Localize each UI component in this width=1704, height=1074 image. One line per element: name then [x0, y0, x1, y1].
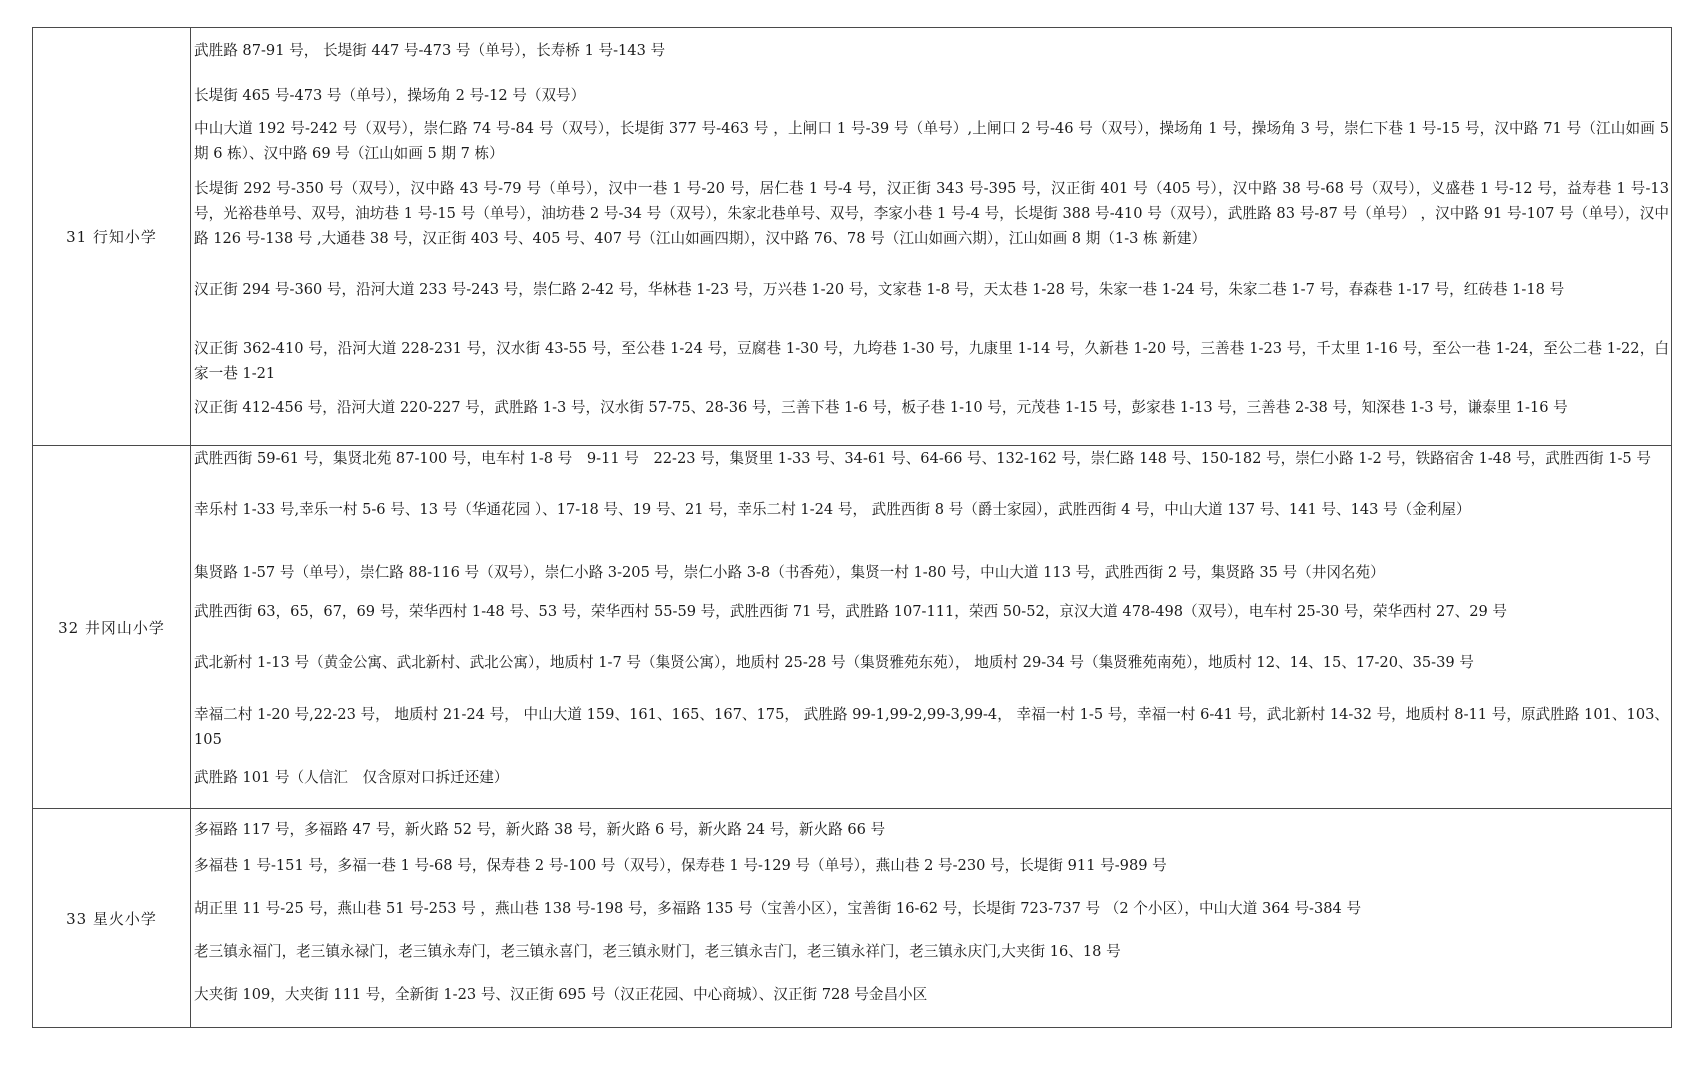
list-item: 汉正街 294 号-360 号，沿河大道 233 号-243 号，崇仁路 2-42 号，华林巷 1-23 号，万兴巷 1-20 号，文家巷 1-8 号，天太巷 1-28 号，朱家一巷 1-24 号，朱家二巷 1-7 号，春森巷 1-17 号，红砖巷 1-18 号 [194, 281, 1565, 298]
table-row [33, 809, 1672, 1028]
school-zone-table [32, 27, 1672, 1028]
address-list [191, 809, 1672, 1028]
list-item: 武胜西街 63，65，67，69 号，荣华西村 1-48 号、53 号，荣华西村 55-59 号，武胜西街 71 号，武胜路 107-111，荣西 50-52，京汉大道 478-498（双号），电车村 25-30 号，荣华西村 27、29 号 [194, 603, 1508, 620]
list-item: 多福巷 1 号-151 号，多福一巷 1 号-68 号，保寿巷 2 号-100 号（双号），保寿巷 1 号-129 号（单号），燕山巷 2 号-230 号，长堤街 911 号-989 号 [194, 857, 1167, 874]
list-item: 武胜西街 59-61 号，集贤北苑 87-100 号，电车村 1-8 号 9-11 号 22-23 号，集贤里 1-33 号、34-61 号、64-66 号、132-162 号，崇仁路 148 号、150-182 号，崇仁小路 1-2 号，铁路宿舍 1-48 号，武胜西街 1-5 号 [194, 450, 1651, 467]
address-list [191, 28, 1672, 446]
school-name-cell: 33 星火小学 [33, 809, 191, 1028]
list-item: 长堤街 292 号-350 号（双号），汉中路 43 号-79 号（单号），汉中一巷 1 号-20 号，居仁巷 1 号-4 号，汉正街 343 号-395 号，汉正街 401 号（405 号），汉中路 38 号-68 号（双号），义盛巷 1 号-12 号，益寿巷 1 号-13 号，光裕巷单号、双号，油坊巷 1 号-15 号（单号），油坊巷 2 号-34 号（双号），朱家北巷单号、双号，李家小巷 1 号-4 号，长堤街 388 号-410 号（双号），武胜路 83 号-87 号（单号） ，汉中路 91 号-107 号（单号），汉中路 126 号-138 号 ,大通巷 38 号，汉正街 403 号、405 号、407 号（江山如画四期），汉中路 76、78 号（江山如画六期），江山如画 8 期（1-3 栋 新建） [194, 180, 1669, 247]
list-item: 汉正街 412-456 号，沿河大道 220-227 号，武胜路 1-3 号，汉水街 57-75、28-36 号，三善下巷 1-6 号，板子巷 1-10 号，元茂巷 1-15 号，彭家巷 1-13 号，三善巷 2-38 号，知深巷 1-3 号，谦泰里 1-16 号 [194, 399, 1568, 416]
list-item: 武北新村 1-13 号（黄金公寓、武北新村、武北公寓），地质村 1-7 号（集贤公寓），地质村 25-28 号（集贤雅苑东苑）， 地质村 29-34 号（集贤雅苑南苑），地质村 12、14、15、17-20、35-39 号 [194, 654, 1474, 671]
list-item: 幸福二村 1-20 号,22-23 号， 地质村 21-24 号， 中山大道 159、161、165、167、175， 武胜路 99-1,99-2,99-3,99-4， 幸福一村 1-5 号，幸福一村 6-41 号，武北新村 14-32 号，地质村 8-11 号，原武胜路 101、103、105 [194, 706, 1669, 748]
list-item: 中山大道 192 号-242 号（双号），崇仁路 74 号-84 号（双号），长堤街 377 号-463 号 ，上闸口 1 号-39 号（单号）,上闸口 2 号-46 号（双号），操场角 1 号，操场角 3 号，崇仁下巷 1 号-15 号，汉中路 71 号（江山如画 5 期 6 栋）、汉中路 69 号（江山如画 5 期 7 栋） [194, 120, 1669, 162]
list-item: 老三镇永福门，老三镇永禄门，老三镇永寿门，老三镇永喜门，老三镇永财门，老三镇永吉门，老三镇永祥门，老三镇永庆门,大夹街 16、18 号 [194, 943, 1121, 960]
list-item: 集贤路 1-57 号（单号），崇仁路 88-116 号（双号），崇仁小路 3-205 号，崇仁小路 3-8（书香苑），集贤一村 1-80 号，中山大道 113 号，武胜西街 2 号，集贤路 35 号（井冈名苑） [194, 564, 1385, 581]
address-list [191, 446, 1672, 809]
school-name-cell: 31 行知小学 [33, 28, 191, 446]
table-row [33, 446, 1672, 809]
school-name-cell: 32 井冈山小学 [33, 446, 191, 809]
list-item: 汉正街 362-410 号，沿河大道 228-231 号，汉水街 43-55 号，至公巷 1-24 号，豆腐巷 1-30 号，九垮巷 1-30 号，九康里 1-14 号，久新巷 1-20 号，三善巷 1-23 号，千太里 1-16 号，至公一巷 1-24，至公二巷 1-22，白家一巷 1-21 [194, 340, 1669, 382]
list-item: 武胜路 101 号（人信汇 仅含原对口拆迁还建） [194, 769, 509, 786]
list-item: 大夹街 109，大夹街 111 号，全新街 1-23 号、汉正街 695 号（汉正花园、中心商城）、汉正街 728 号金昌小区 [194, 986, 928, 1003]
table-row [33, 28, 1672, 446]
list-item: 多福路 117 号，多福路 47 号，新火路 52 号，新火路 38 号，新火路 6 号，新火路 24 号，新火路 66 号 [194, 821, 886, 838]
list-item: 幸乐村 1-33 号,幸乐一村 5-6 号、13 号（华通花园 ）、17-18 号、19 号、21 号，幸乐二村 1-24 号， 武胜西街 8 号（爵士家园），武胜西街 4 号，中山大道 137 号、141 号、143 号（金利屋） [194, 501, 1471, 518]
list-item: 胡正里 11 号-25 号，燕山巷 51 号-253 号 ，燕山巷 138 号-198 号，多福路 135 号（宝善小区），宝善街 16-62 号，长堤街 723-737 号 （2 个小区），中山大道 364 号-384 号 [194, 900, 1362, 917]
list-item: 武胜路 87-91 号， 长堤街 447 号-473 号（单号），长寿桥 1 号-143 号 [194, 42, 666, 59]
list-item: 长堤街 465 号-473 号（单号），操场角 2 号-12 号（双号） [194, 87, 586, 104]
